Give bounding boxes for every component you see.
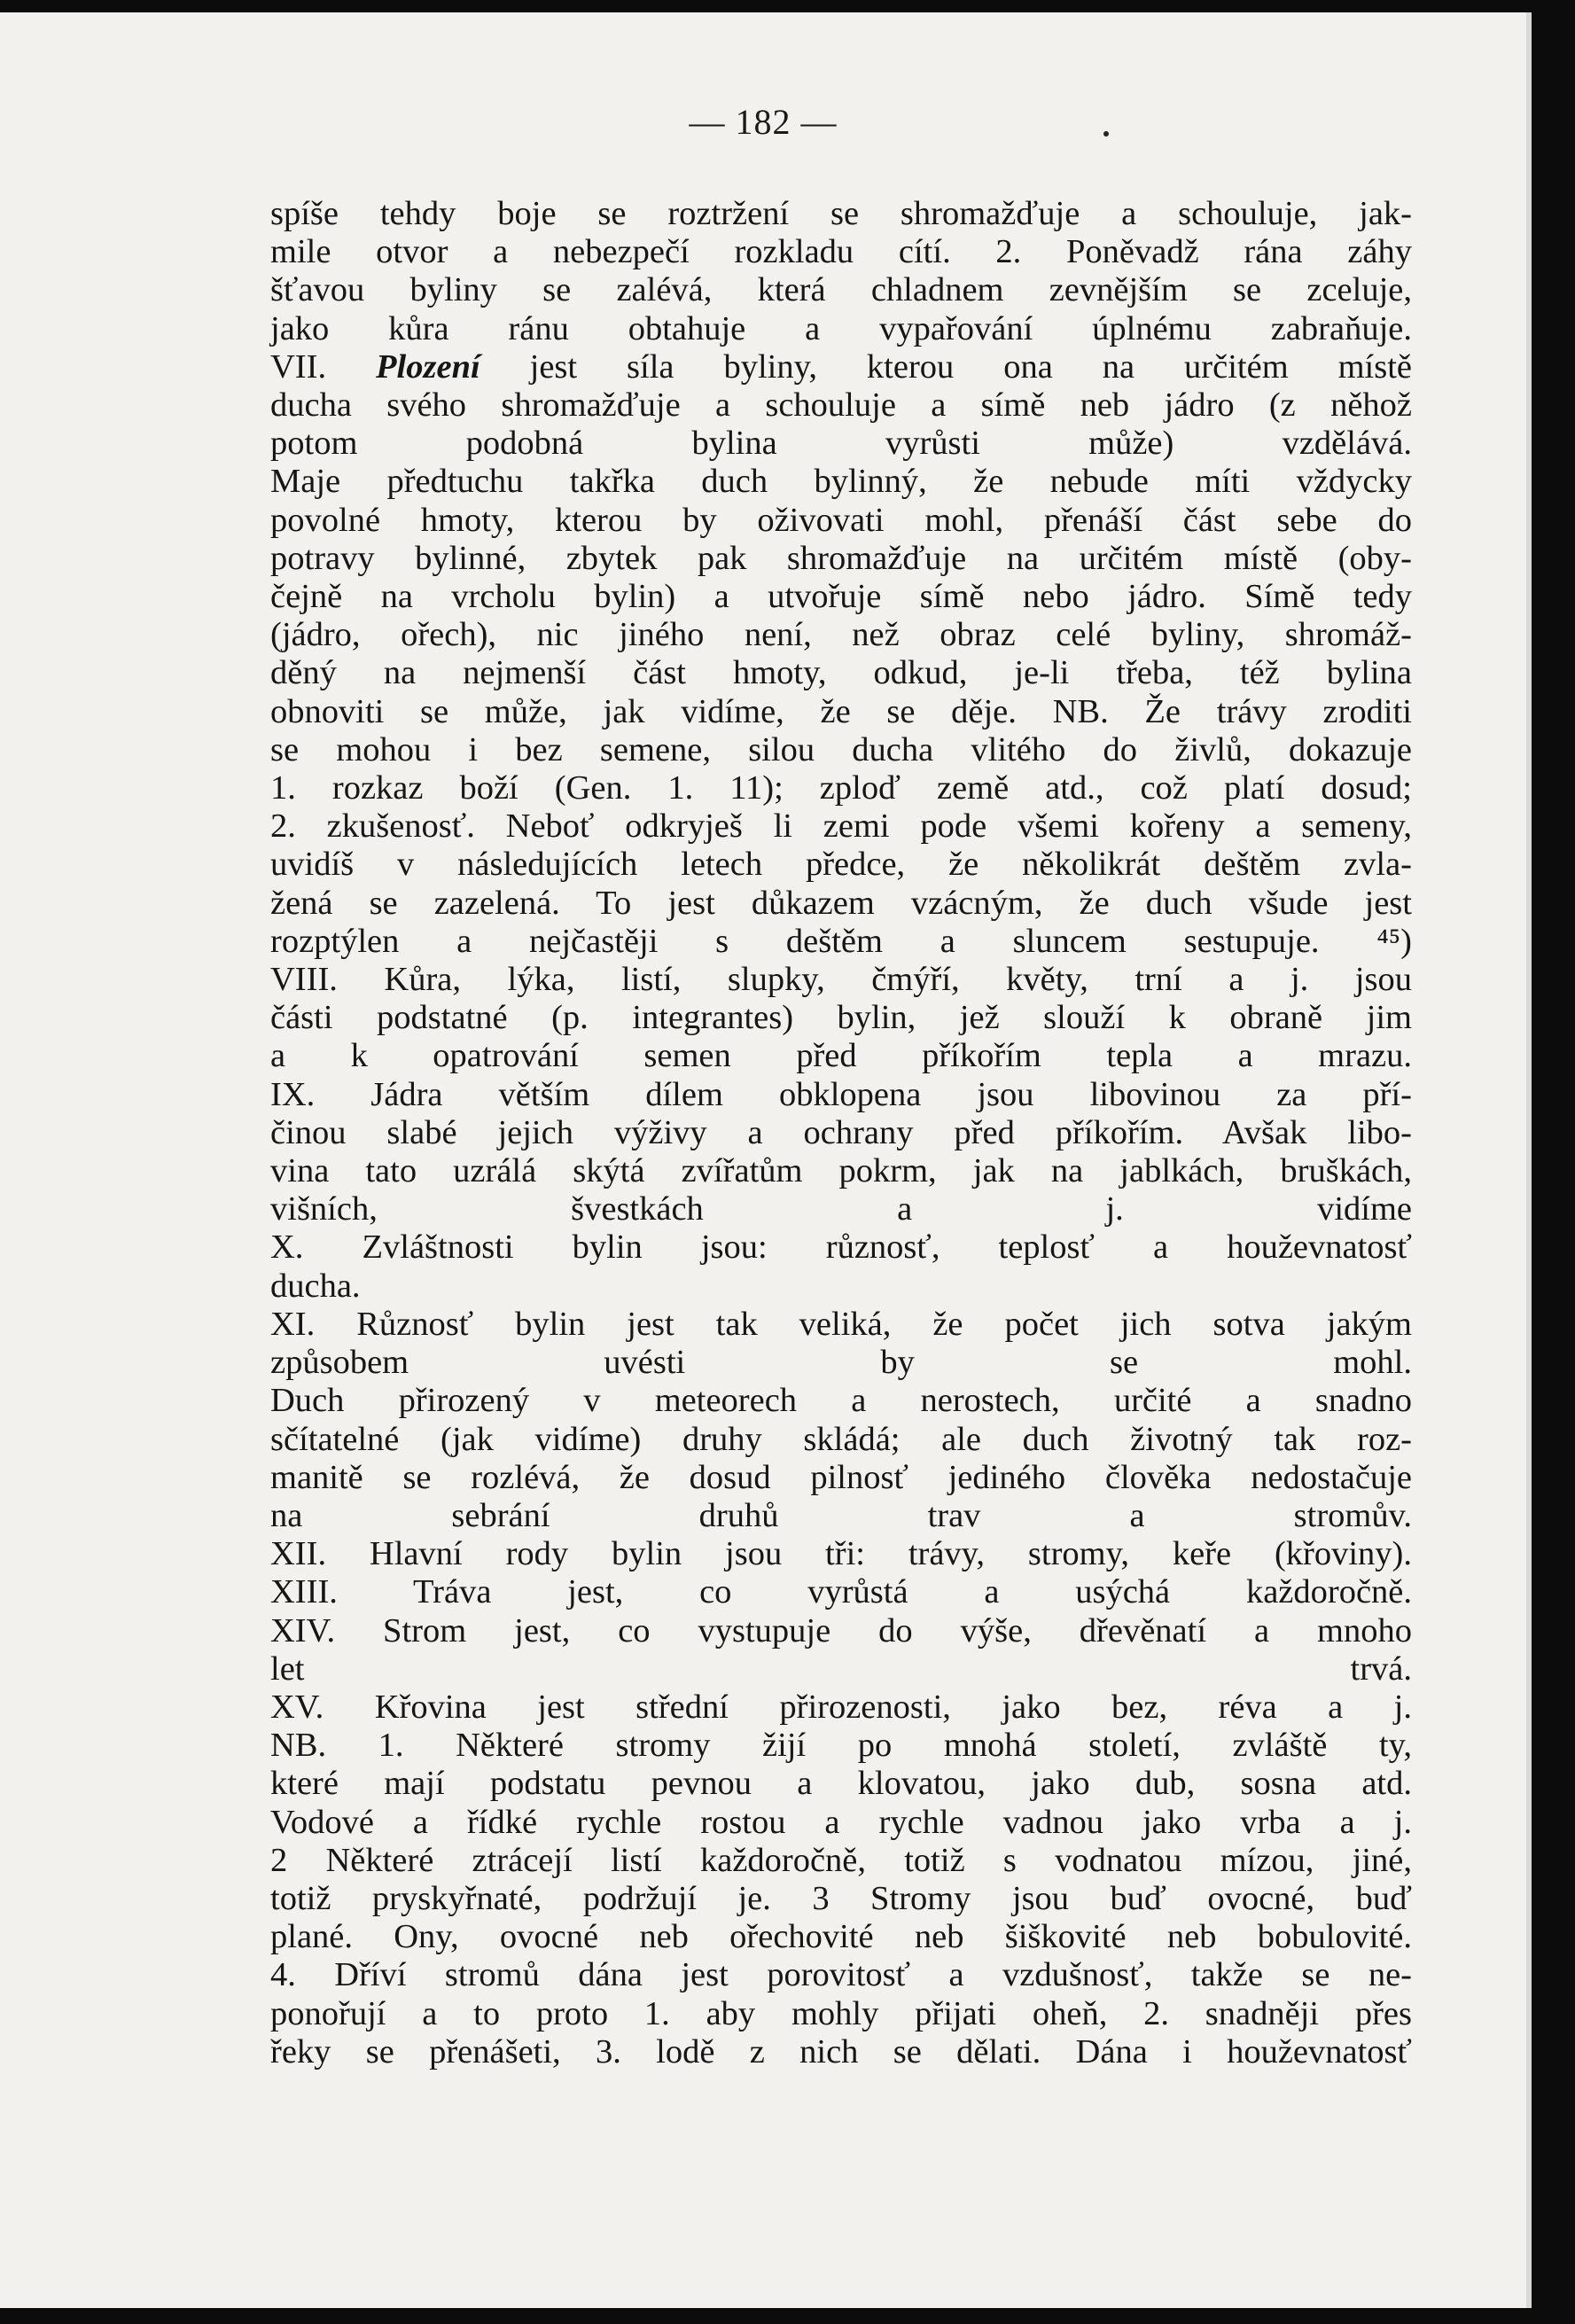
text-line: X. Zvláštnosti bylin jsou: různosť, teplosť a houževnatosť — [270, 1228, 1412, 1267]
text-line: višních, švestkách a j. vidíme — [270, 1190, 1412, 1228]
text-line: ducha svého shromažďuje a schouluje a símě neb jádro (z něhož — [270, 386, 1412, 425]
text-line: rozptýlen a nejčastěji s deštěm a sluncem sestupuje. ⁴⁵) — [270, 922, 1412, 960]
text-line: části podstatné (p. integrantes) bylin, jež slouží k obraně jim — [270, 999, 1412, 1037]
text-line: 4. Dříví stromů dána jest porovitosť a vzdušnosť, takže se ne- — [270, 1956, 1412, 1994]
text-line: jako kůra ránu obtahuje a vypařování úplnému zabraňuje. — [270, 309, 1412, 347]
text-line-prefix: VII. — [270, 347, 377, 386]
text-line: 2 Některé ztrácejí listí každoročně, totiž s vodnatou mízou, jiné, — [270, 1841, 1412, 1879]
text-line: plané. Ony, ovocné neb ořechovité neb šiškovité neb bobulovité. — [270, 1918, 1412, 1956]
text-line: a k opatrování semen před příkořím tepla a mrazu. — [270, 1037, 1412, 1075]
text-line: let trvá. — [270, 1649, 1412, 1688]
text-line: na sebrání druhů trav a stromův. — [270, 1496, 1412, 1534]
text-line: XIII. Tráva jest, co vyrůstá a usýchá každoročně. — [270, 1573, 1412, 1611]
text-line: XV. Křovina jest střední přirozenosti, jako bez, réva a j. — [270, 1688, 1412, 1726]
text-line: mile otvor a nebezpečí rozkladu cítí. 2. Poněvadž rána záhy — [270, 233, 1412, 271]
text-line: 1. rozkaz boží (Gen. 1. 11); zploď země atd., což platí dosud; — [270, 769, 1412, 807]
text-line: čejně na vrcholu bylin) a utvořuje símě nebo jádro. Símě tedy — [270, 578, 1412, 616]
text-line: VIII. Kůra, lýka, listí, slupky, čmýří, květy, trní a j. jsou — [270, 961, 1412, 999]
text-line: které mají podstatu pevnou a klovatou, jako dub, sosna atd. — [270, 1765, 1412, 1803]
text-line: povolné hmoty, kterou by oživovati mohl, přenáší část sebe do — [270, 501, 1412, 539]
text-line: sčítatelné (jak vidíme) druhy skládá; ale duch životný tak roz- — [270, 1420, 1412, 1458]
text-line: Maje předtuchu takřka duch bylinný, že nebude míti vždycky — [270, 463, 1412, 501]
text-line: totiž pryskyřnaté, podržují je. 3 Stromy jsou buď ovocné, buď — [270, 1879, 1412, 1917]
text-line: obnoviti se může, jak vidíme, že se děje. NB. Že trávy zroditi — [270, 692, 1412, 730]
text-line: manitě se rozlévá, že dosud pilnosť jediného člověka nedostačuje — [270, 1458, 1412, 1496]
text-line: Vodové a řídké rychle rostou a rychle vadnou jako vrba a j. — [270, 1803, 1412, 1841]
text-line: ducha. — [270, 1267, 361, 1305]
text-line: činou slabé jejich výživy a ochrany před příkořím. Avšak libo- — [270, 1113, 1412, 1151]
page-number: — 182 — — [689, 102, 838, 142]
text-line: řeky se přenášeti, 3. lodě z nich se dělati. Dána i houževnatosť — [270, 2032, 1412, 2071]
text-line-rest: jest síla byliny, kterou ona na určitém místě — [480, 347, 1412, 386]
italic-term: Plození — [376, 347, 480, 386]
text-line: potom podobná bylina vyrůsti může) vzdělává. — [270, 425, 1412, 463]
text-line: způsobem uvésti by se mohl. — [270, 1344, 1412, 1382]
text-line: ponořují a to proto 1. aby mohly přijati oheň, 2. snadněji přes — [270, 1994, 1412, 2032]
text-line: se mohou i bez semene, silou ducha vlitého do živlů, dokazuje — [270, 730, 1412, 768]
text-line — [270, 348, 1412, 386]
text-line: spíše tehdy boje se roztržení se shromažďuje a schouluje, jak- — [270, 195, 1412, 232]
text-line: 2. zkušenosť. Neboť odkryješ li zemi pode všemi kořeny a semeny, — [270, 807, 1412, 846]
text-line: žená se zazelená. To jest důkazem vzácným, že duch všude jest — [270, 884, 1412, 922]
text-line: NB. 1. Některé stromy žijí po mnohá století, zvláště ty, — [270, 1727, 1412, 1765]
ink-speck — [1103, 131, 1109, 136]
text-line: XIV. Strom jest, co vystupuje do výše, dřevěnatí a mnoho — [270, 1611, 1412, 1649]
text-line: Duch přirozený v meteorech a nerostech, určité a snadno — [270, 1382, 1412, 1420]
text-line: XII. Hlavní rody bylin jsou tři: trávy, stromy, keře (křoviny). — [270, 1535, 1412, 1573]
body-text — [270, 195, 1412, 2071]
text-line: děný na nejmenší část hmoty, odkud, je-li třeba, též bylina — [270, 654, 1412, 692]
text-line: uvidíš v následujících letech předce, že několikrát deštěm zvla- — [270, 846, 1412, 884]
text-line: potravy bylinné, zbytek pak shromažďuje na určitém místě (oby- — [270, 539, 1412, 577]
text-line: šťavou byliny se zalévá, která chladnem zevnějším se zceluje, — [270, 271, 1412, 309]
text-line: vina tato uzrálá skýtá zvířatům pokrm, jak na jablkách, bruškách, — [270, 1152, 1412, 1190]
page-number-value: 182 — [735, 102, 791, 142]
book-page — [0, 12, 1532, 2308]
text-line: (jádro, ořech), nic jiného není, než obraz celé byliny, shromáž- — [270, 616, 1412, 654]
text-line: XI. Různosť bylin jest tak veliká, že počet jich sotva jakým — [270, 1305, 1412, 1343]
text-line: IX. Jádra větším dílem obklopena jsou libovinou za pří- — [270, 1075, 1412, 1113]
